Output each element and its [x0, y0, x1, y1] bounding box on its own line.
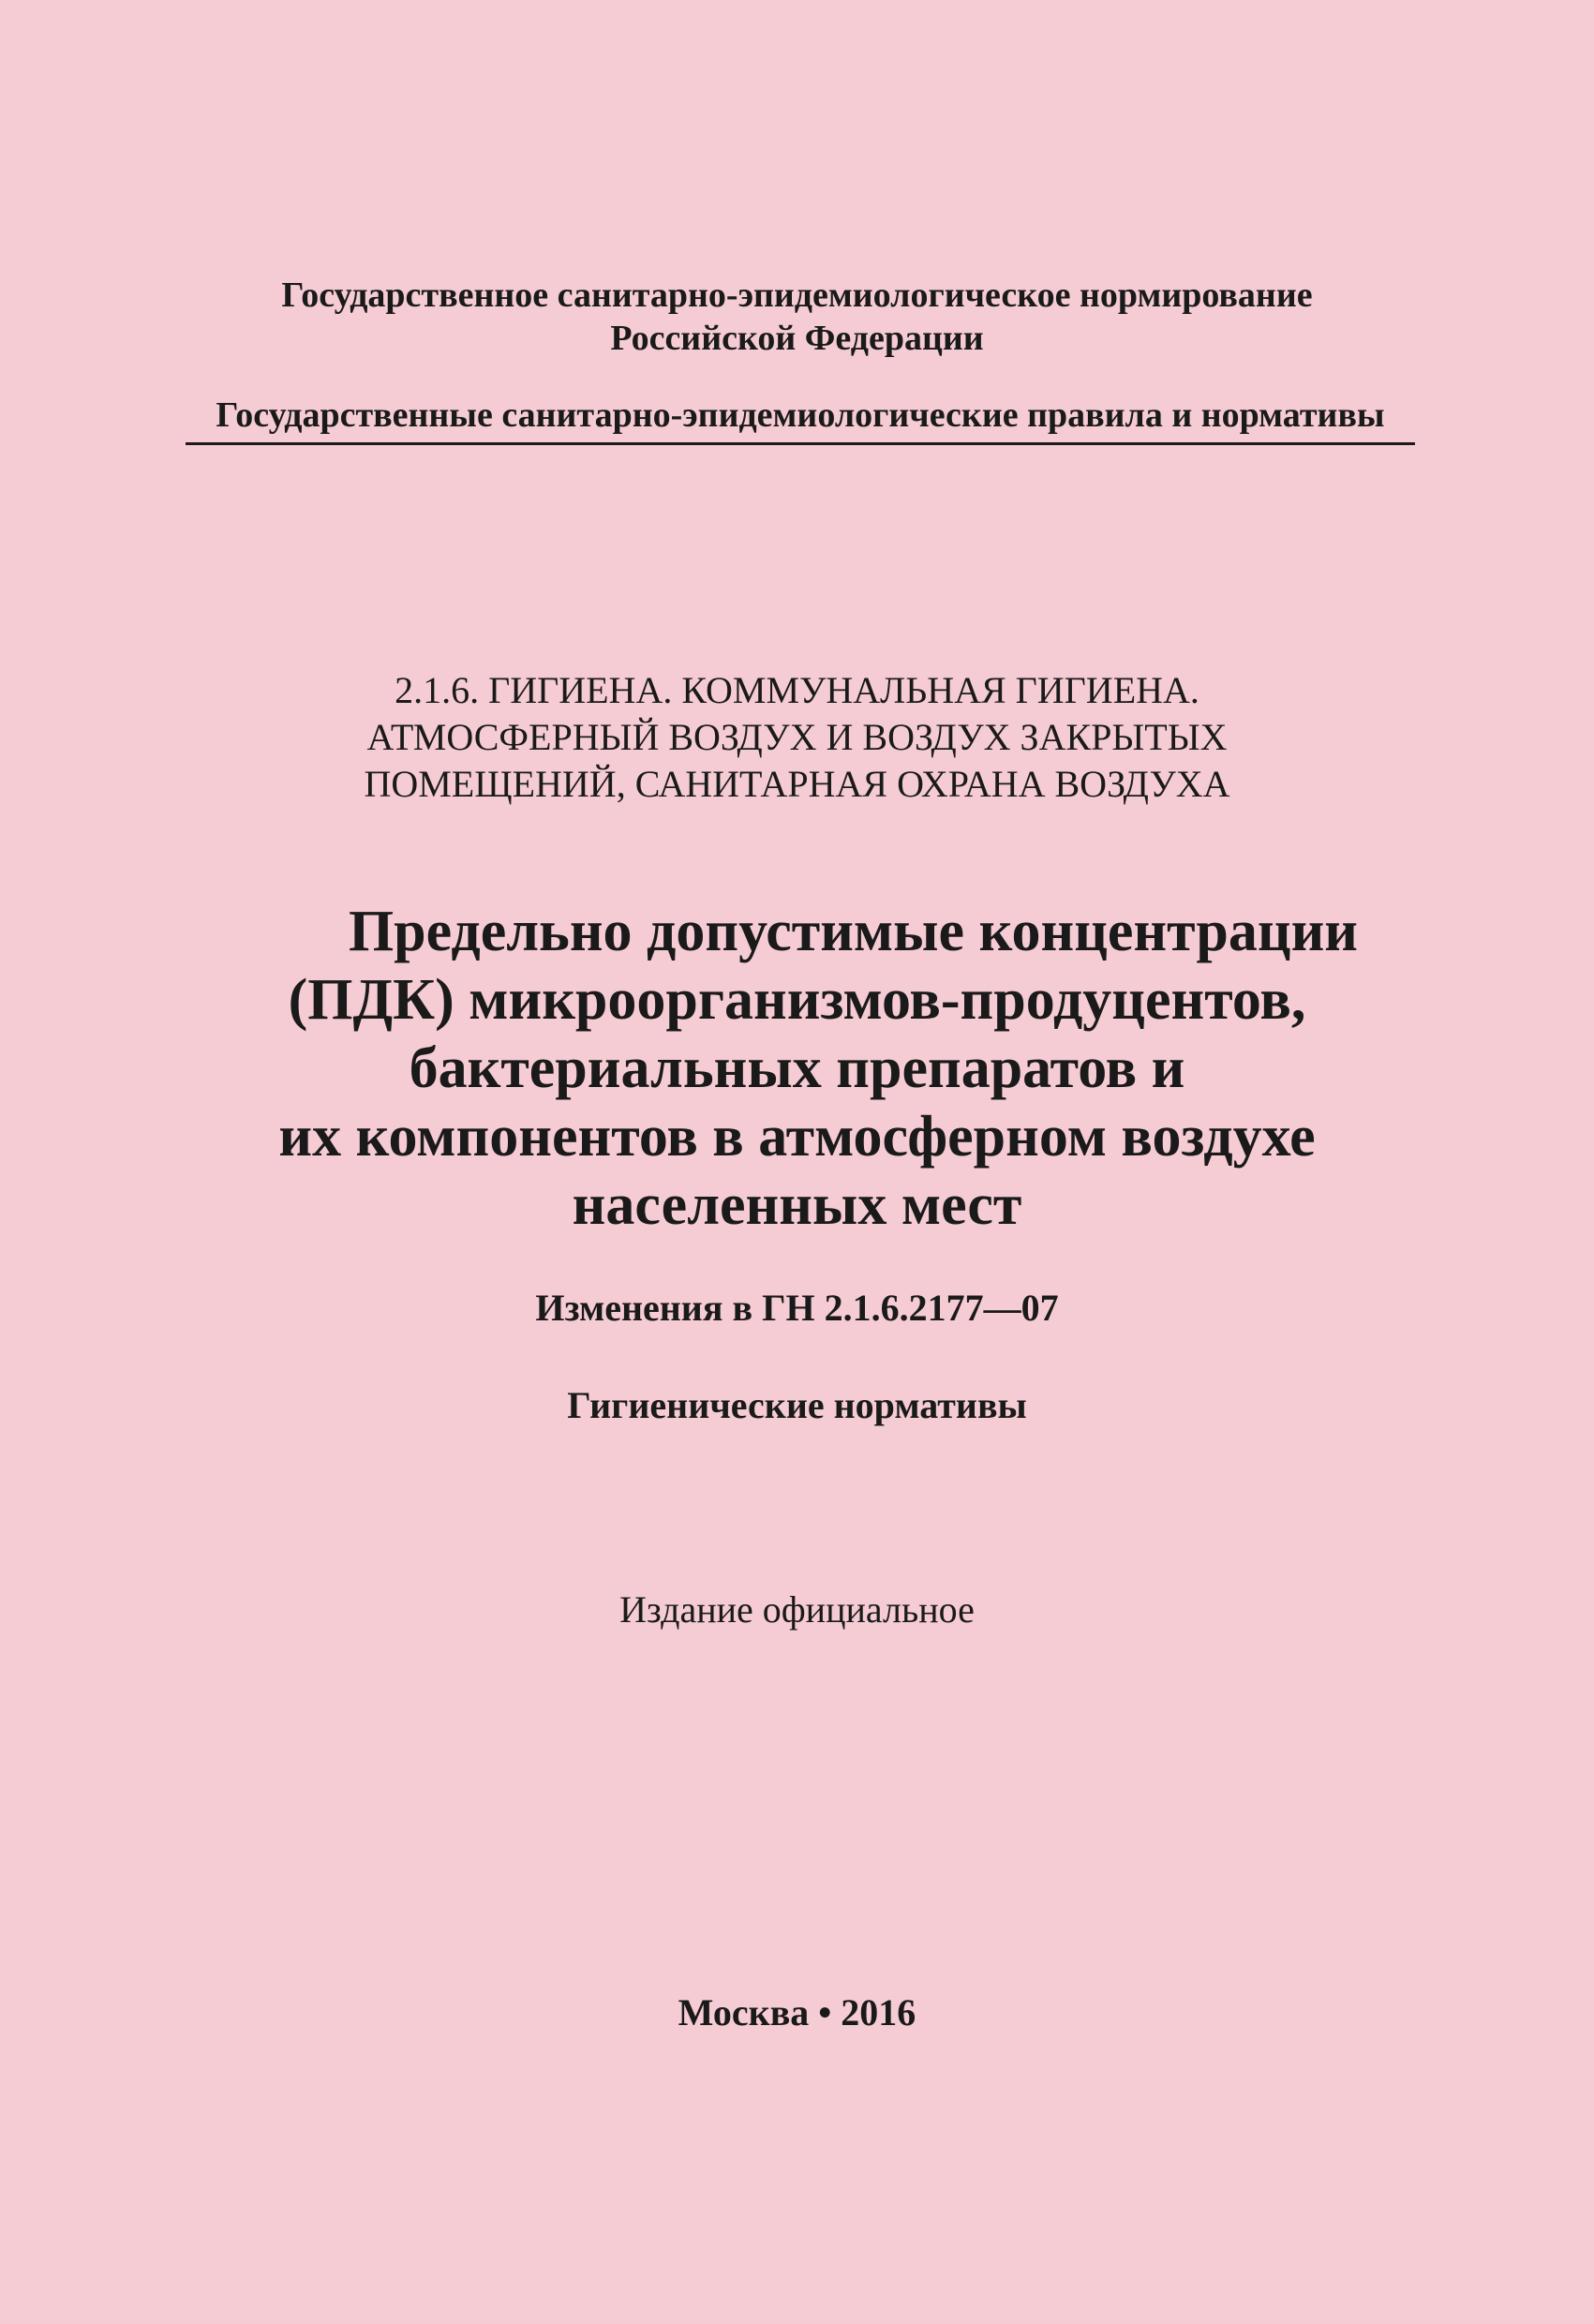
- title-line-5: населенных мест: [572, 1173, 1022, 1237]
- imprint: Москва • 2016: [678, 1991, 916, 2034]
- section-heading: [0, 667, 1594, 808]
- title-line-2: (ПДК) микроорганизмов-продуцентов,: [288, 968, 1306, 1032]
- document-type: Гигиенические нормативы: [567, 1384, 1027, 1426]
- section-line-3: ПОМЕЩЕНИЙ, САНИТАРНАЯ ОХРАНА ВОЗДУХА: [364, 763, 1230, 805]
- edition-note: Издание официальное: [619, 1588, 975, 1631]
- document-subtitle: Изменения в ГН 2.1.6.2177—07: [535, 1287, 1059, 1329]
- series-title: Государственные санитарно-эпидемиологические правила и нормативы: [186, 394, 1415, 445]
- authority-line-2: Российской Федерации: [610, 319, 984, 358]
- section-line-2: АТМОСФЕРНЫЙ ВОЗДУХ И ВОЗДУХ ЗАКРЫТЫХ: [366, 716, 1228, 758]
- title-line-1: Предельно допустимые концентрации: [348, 900, 1359, 963]
- title-line-3: бактериальных препаратов и: [409, 1036, 1185, 1100]
- authority-line-1: Государственное санитарно-эпидемиологическое нормирование: [281, 276, 1313, 315]
- section-line-1: 2.1.6. ГИГИЕНА. КОММУНАЛЬНАЯ ГИГИЕНА.: [395, 669, 1199, 711]
- authority-header: [0, 274, 1594, 360]
- title-line-4: их компонентов в атмосферном воздухе: [278, 1105, 1316, 1169]
- document-title: [0, 898, 1594, 1240]
